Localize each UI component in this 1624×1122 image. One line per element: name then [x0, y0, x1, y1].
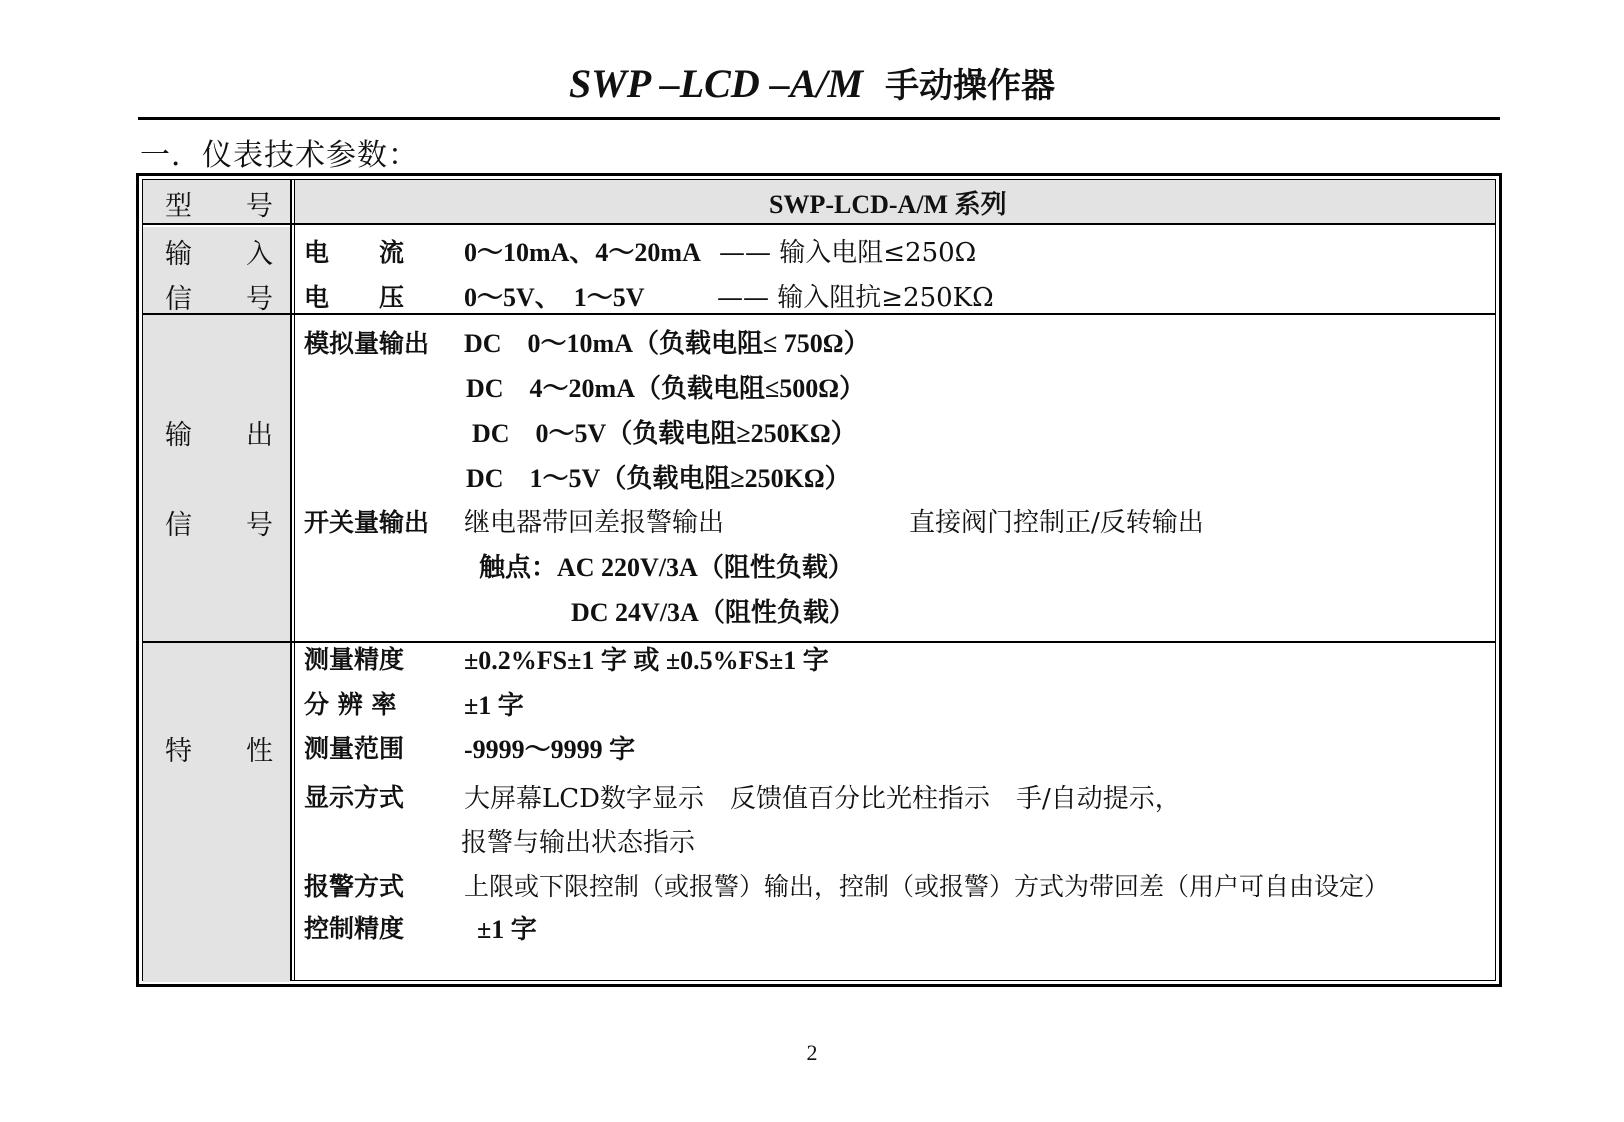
label-output-2: 信 号 [165, 510, 273, 541]
label-input-1: 输 入 [165, 239, 273, 270]
switch-output-key: 开关量输出 [304, 508, 430, 537]
analog-output-line: DC 1～5V（负载电阻≥250KΩ） [466, 464, 851, 493]
control-value: ±1 字 [477, 915, 537, 944]
switch-output-valve: 直接阀门控制正/反转输出 [909, 508, 1204, 538]
contact-dc: DC 24V/3A（阻性负载） [571, 598, 855, 627]
resolution-value: ±1 字 [464, 691, 524, 720]
col-divider-2 [294, 180, 295, 980]
display-value-2: 报警与输出状态指示 [461, 828, 696, 858]
contact-ac: 触点：AC 220V/3A（阻性负载） [479, 553, 854, 582]
voltage-key: 电 压 [304, 283, 405, 312]
label-input-2: 信 号 [165, 284, 273, 315]
current-key: 电 流 [304, 238, 405, 267]
row-divider-1 [143, 223, 1495, 225]
label-model: 型 号 [165, 191, 273, 222]
analog-output-key: 模拟量输出 [304, 329, 430, 358]
page-number: 2 [806, 1040, 818, 1065]
title-product-name: 手动操作器 [885, 66, 1056, 106]
section-heading: 一．仪表技术参数： [140, 138, 419, 173]
range-key: 测量范围 [304, 734, 405, 763]
voltage-value: 0～5V、 1～5V [464, 283, 645, 312]
current-note: —— 输入电阻≤250Ω [719, 238, 977, 268]
accuracy-value: ±0.2%FS±1 字 或 ±0.5%FS±1 字 [464, 646, 829, 675]
accuracy-key: 测量精度 [304, 645, 405, 674]
spec-table [136, 173, 1502, 987]
analog-output-line: DC 0～5V（负载电阻≥250KΩ） [472, 419, 857, 448]
resolution-key: 分 辨 率 [304, 690, 397, 719]
alarm-key: 报警方式 [304, 872, 405, 901]
label-col-bg-output [143, 315, 290, 641]
analog-output-line: DC 4～20mA（负载电阻≤500Ω） [466, 374, 866, 403]
label-features: 特 性 [165, 736, 273, 767]
switch-output-relay: 继电器带回差报警输出 [464, 508, 725, 538]
col-divider-1 [290, 180, 292, 980]
display-value-1: 大屏幕LCD数字显示 反馈值百分比光柱指示 手/自动提示， [464, 784, 1181, 814]
alarm-value: 上限或下限控制（或报警）输出，控制（或报警）方式为带回差（用户可自由设定） [464, 872, 1390, 901]
label-col-bg-features [143, 643, 290, 982]
voltage-note: —— 输入阻抗≥250KΩ [717, 283, 994, 313]
model-series: SWP-LCD-A/M 系列 [769, 190, 1007, 219]
label-output-1: 输 出 [165, 420, 273, 451]
display-key: 显示方式 [304, 783, 405, 812]
control-key: 控制精度 [304, 914, 405, 943]
title-model: SWP –LCD –A/M [568, 61, 864, 106]
current-value: 0～10mA、4～20mA [464, 238, 701, 267]
analog-output-line: DC 0～10mA（负载电阻≤ 750Ω） [464, 329, 870, 358]
document-title [0, 58, 1624, 107]
title-rule [138, 117, 1500, 120]
range-value: -9999～9999 字 [464, 735, 636, 764]
